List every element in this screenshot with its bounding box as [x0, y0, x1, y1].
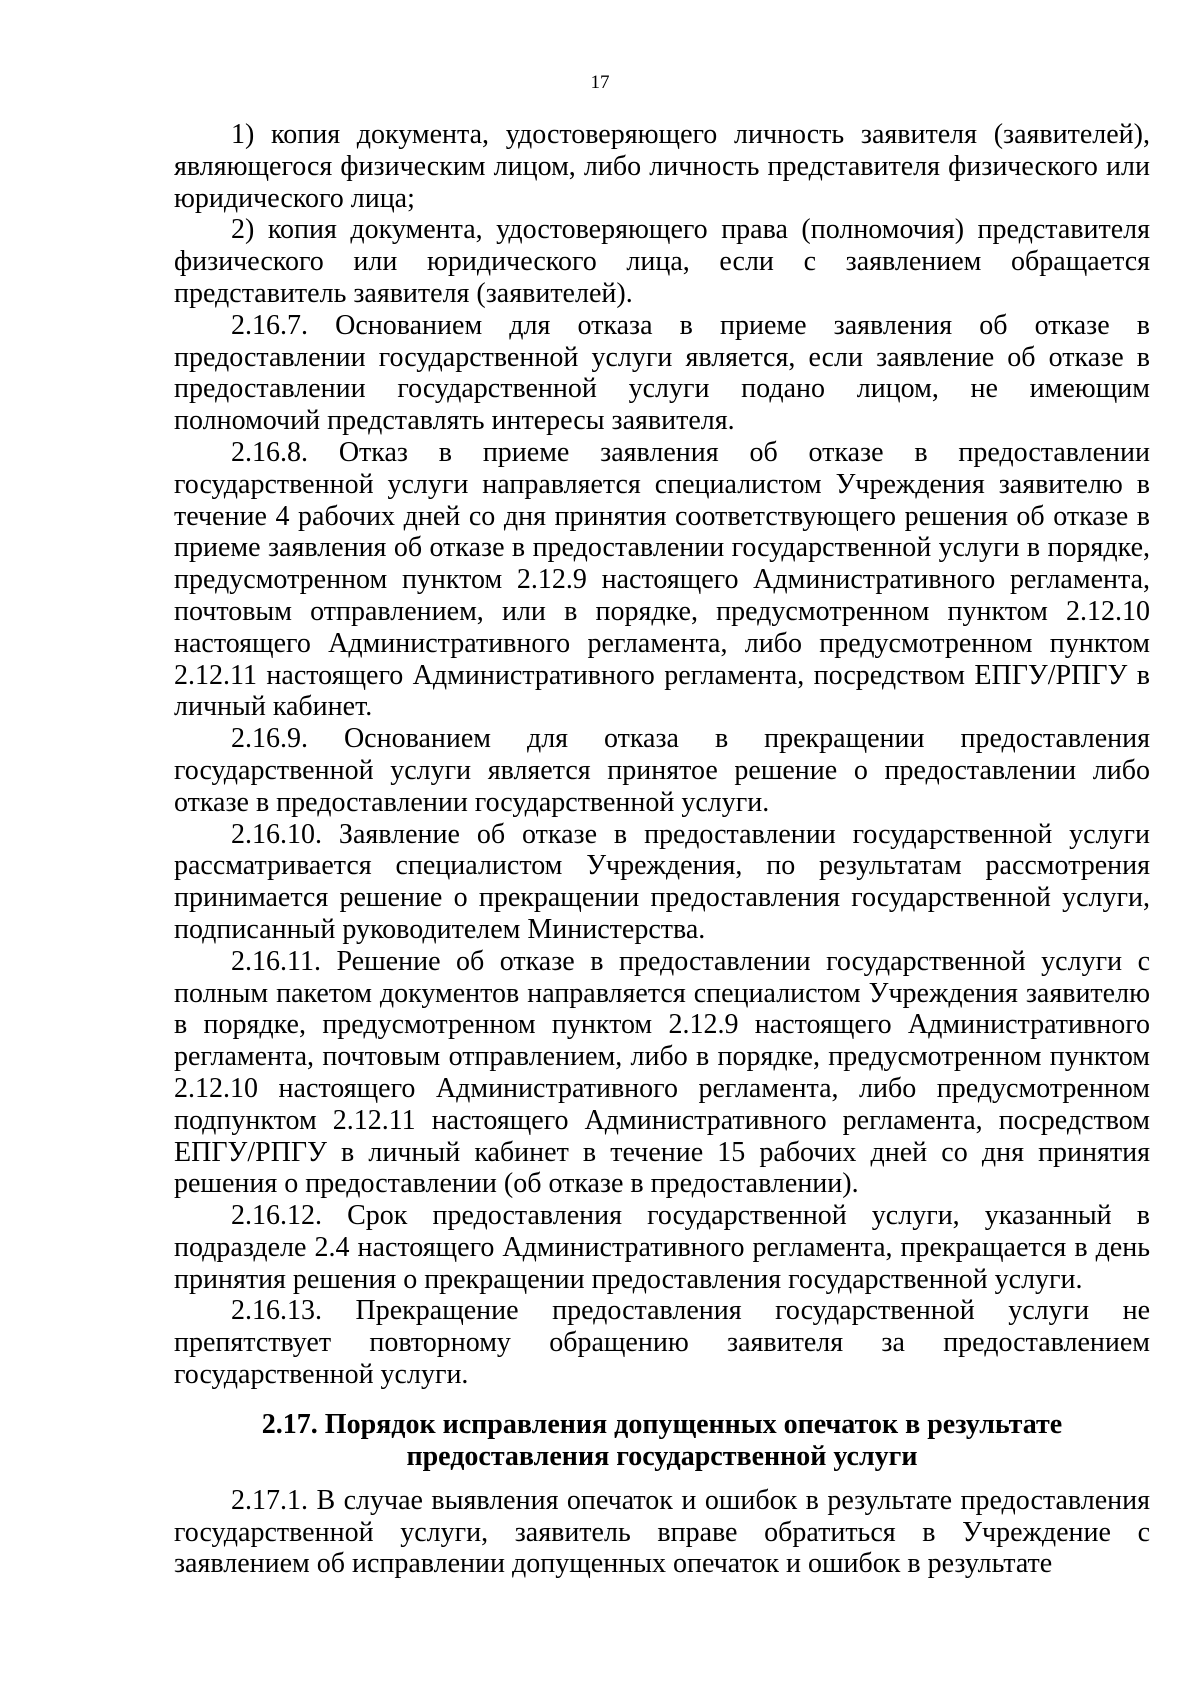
paragraph-2-16-13: 2.16.13. Прекращение предоставления государственной услуги не препятствует повторному обращению заявителя за предоставлением государственной услуги. [174, 1295, 1150, 1391]
paragraph-2-17-1: 2.17.1. В случае выявления опечаток и ошибок в результате предоставления государственной услуги, заявитель вправе обратиться в Учреждение с заявлением об исправлении допущенных опечаток и ошибок в результате [174, 1484, 1150, 1580]
paragraph-2-16-7: 2.16.7. Основанием для отказа в приеме заявления об отказе в предоставлении государственной услуги является, если заявление об отказе в предоставлении государственной услуги подано лицом, не имеющим полномочий представлять интересы заявителя. [174, 309, 1150, 437]
paragraph-2-16-11: 2.16.11. Решение об отказе в предоставлении государственной услуги с полным пакетом документов направляется специалистом Учреждения заявителю в порядке, предусмотренном пунктом 2.12.9 настоящего Административного регламента, почтовым отправлением, либо в порядке, предусмотренном пунктом 2.12.10 настоящего Административного регламента, либо предусмотренном подпунктом 2.12.11 настоящего Административного регламента, посредством ЕПГУ/РПГУ в личный кабинет в течение 15 рабочих дней со дня принятия решения о предоставлении (об отказе в предоставлении). [174, 945, 1150, 1200]
paragraph-2-16-8: 2.16.8. Отказ в приеме заявления об отказе в предоставлении государственной услуги направляется специалистом Учреждения заявителю в течение 4 рабочих дней со дня принятия соответствующего решения об отказе в приеме заявления об отказе в предоставлении государственной услуги в порядке, предусмотренном пунктом 2.12.9 настоящего Административного регламента, почтовым отправлением, или в порядке, предусмотренном пунктом 2.12.10 настоящего Административного регламента, либо предусмотренном пунктом 2.12.11 настоящего Административного регламента, посредством ЕПГУ/РПГУ в личный кабинет. [174, 436, 1150, 723]
paragraph-2-16-9: 2.16.9. Основанием для отказа в прекращении предоставления государственной услуги является принятое решение о предоставлении либо отказе в предоставлении государственной услуги. [174, 723, 1150, 818]
document-body [174, 119, 1150, 1580]
section-heading-line-1: 2.17. Порядок исправления допущенных опечаток в результате [261, 1408, 1063, 1440]
paragraph-2-16-12: 2.16.12. Срок предоставления государственной услуги, указанный в подразделе 2.4 настоящего Административного регламента, прекращается в день принятия решения о прекращении предоставления государственной услуги. [174, 1200, 1150, 1295]
page-number: 17 [590, 72, 610, 93]
section-heading-line-2: предоставления государственной услуги [406, 1440, 918, 1472]
paragraph-2-16-10: 2.16.10. Заявление об отказе в предоставлении государственной услуги рассматривается специалистом Учреждения, по результатам рассмотрения принимается решение о прекращении предоставления государственной услуги, подписанный руководителем Министерства. [174, 818, 1150, 945]
paragraph-item-1: 1) копия документа, удостоверяющего личность заявителя (заявителей), являющегося физическим лицом, либо личность представителя физического или юридического лица; [174, 119, 1150, 214]
section-heading-2-17 [174, 1409, 1150, 1473]
paragraph-item-2: 2) копия документа, удостоверяющего права (полномочия) представителя физического или юридического лица, если с заявлением обращается представитель заявителя (заявителей). [174, 214, 1150, 309]
